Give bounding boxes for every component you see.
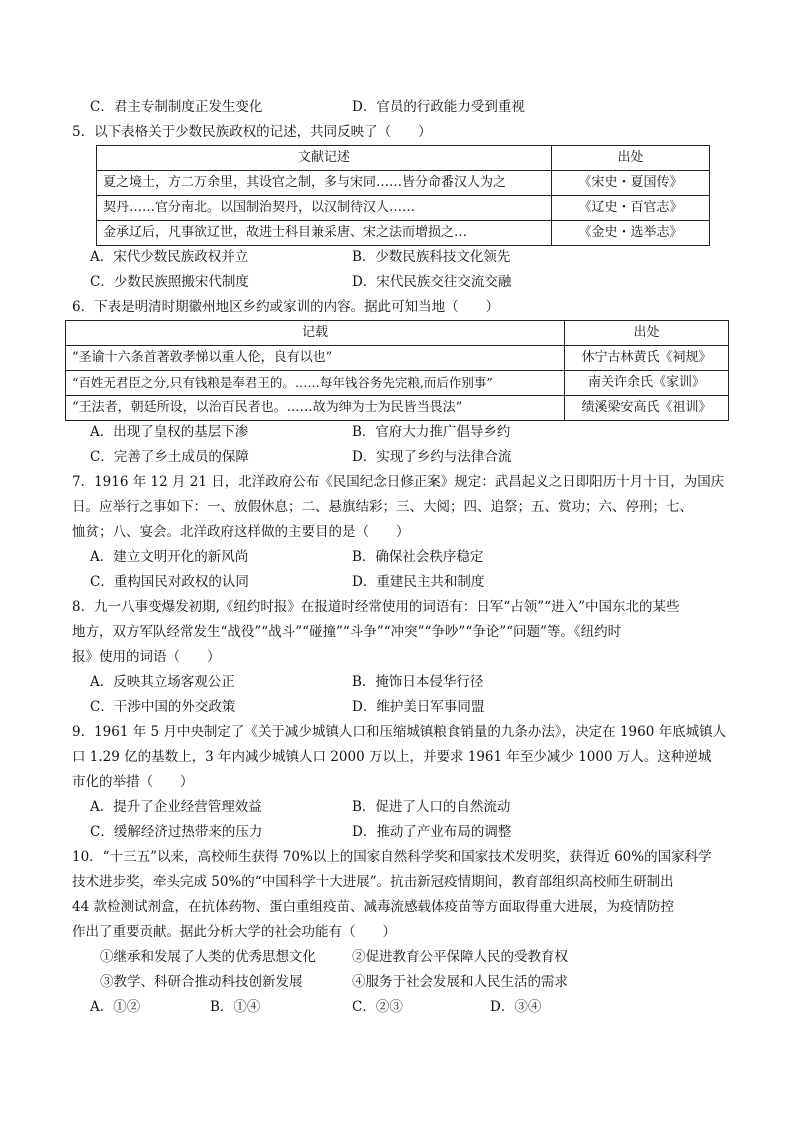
q10-stem-line-3: 44 款检测试剂盒，在抗体药物、蛋白重组疫苗、减毒流感载体疫苗等方面取得重大进展，为疫情防控 (72, 899, 674, 915)
q6-table (65, 320, 729, 421)
q9-option-d: D．推动了产业布局的调整 (352, 824, 512, 840)
q6-cell-record: “圣谕十六条首著敦孝悌以重人伦，良有以也” (66, 346, 565, 371)
q8-stem-line-1: 8．九一八事变爆发初期,《纽约时报》在报道时经常使用的词语有：日军“占领”“进入”中国东北的某些 (72, 599, 680, 615)
q9-stem-line-2: 口 1.29 亿的基数上，3 年内减少城镇人口 2000 万以上，并要求 1961 年至少减少 1000 万人。这种逆城 (72, 749, 712, 765)
q10-stem-line-2: 技术进步奖，牵头完成 50%的“中国科学十大进展”。抗击新冠疫情期间，教育部组织高校师生研制出 (72, 874, 674, 890)
q8-option-c: C．干涉中国的外交政策 (90, 699, 236, 715)
q6-option-d: D．实现了乡约与法律合流 (352, 449, 512, 465)
q7-stem-line-1: 7．1916 年 12 月 21 日，北洋政府公布《民国纪念日修正案》规定：武昌起义之日即阳历十月十日，为国庆 (72, 474, 725, 490)
table-row (97, 196, 710, 221)
q5-option-d: D．宋代民族交往交流交融 (352, 274, 512, 290)
q8-stem-line-3: 报》使用的词语（ ） (72, 649, 221, 665)
q6-cell-source: 绩溪梁安高氏《祖训》 (565, 396, 729, 421)
q8-stem-line-2: 地方，双方军队经常发生“战役”“战斗”“碰撞”“斗争”“冲突”“争吵”“争论”“问题”等。《纽约时 (72, 624, 622, 640)
q5-header-record: 文献记述 (97, 146, 552, 171)
q5-table-header (97, 146, 710, 171)
q7-option-c: C．重构国民对政权的认同 (90, 574, 249, 590)
q5-cell-record: 夏之境土，方二万余里，其设官之制，多与宋同……皆分命番汉人为之 (97, 171, 552, 196)
q6-option-c: C．完善了乡土成员的保障 (90, 449, 249, 465)
q6-stem: 6．下表是明清时期徽州地区乡约或家训的内容。据此可知当地（ ） (72, 299, 500, 315)
q5-cell-record: 金承辽后，凡事欲辽世，故进士科目兼采唐、宋之法而增损之… (97, 221, 552, 246)
q5-cell-record: 契丹……官分南北。以国制治契丹，以汉制待汉人…… (97, 196, 552, 221)
q10-option-b: B．①④ (210, 999, 261, 1015)
q8-option-b: B．掩饰日本侵华行径 (352, 674, 484, 690)
q8-option-a: A．反映其立场客观公正 (90, 674, 235, 690)
q4-option-d: D．官员的行政能力受到重视 (352, 99, 525, 115)
table-row (97, 221, 710, 246)
q7-option-a: A．建立文明开化的新风尚 (90, 549, 249, 565)
q9-option-a: A．提升了企业经营管理效益 (90, 799, 262, 815)
q4-option-c: C．君主专制制度正发生变化 (90, 99, 263, 115)
q6-cell-record: “百姓无君臣之分,只有钱粮是奉君王的。……每年钱谷务先完粮,而后作别事” (66, 371, 565, 396)
q5-option-b: B．少数民族科技文化领先 (352, 249, 511, 265)
q10-statement-1: ①继承和发展了人类的优秀思想文化 (100, 949, 316, 965)
q6-header-record: 记载 (66, 321, 565, 346)
q9-option-c: C．缓解经济过热带来的压力 (90, 824, 263, 840)
q10-stem-line-1: 10．“十三五”以来，高校师生获得 70%以上的国家自然科学奖和国家技术发明奖，获得近 60%的国家科学 (72, 849, 712, 865)
q7-stem-line-3: 恤贫；八、宴会。北洋政府这样做的主要目的是（ ） (72, 524, 410, 540)
q8-option-d: D．维护美日军事同盟 (352, 699, 485, 715)
q9-stem-line-1: 9．1961 年 5 月中央制定了《关于减少城镇人口和压缩城镇粮食销量的九条办法》，决定在 1960 年底城镇人 (72, 724, 727, 740)
q9-option-b: B．促进了人口的自然流动 (352, 799, 511, 815)
q5-table (96, 145, 710, 246)
q6-option-b: B．官府大力推广倡导乡约 (352, 424, 511, 440)
q10-statement-2: ②促进教育公平保障人民的受教育权 (352, 949, 568, 965)
q10-statement-3: ③教学、科研合推动科技创新发展 (100, 974, 303, 990)
q5-stem: 5．以下表格关于少数民族政权的记述，共同反映了（ ） (72, 124, 432, 140)
q7-stem-line-2: 日。应举行之事如下：一、放假休息；二、悬旗结彩；三、大阅；四、追祭；五、赏功；六、停刑；七、 (72, 499, 693, 515)
q6-cell-source: 南关许余氏《家训》 (565, 371, 729, 396)
q6-option-a: A．出现了皇权的基层下渗 (90, 424, 249, 440)
q6-table-header (66, 321, 729, 346)
q6-cell-source: 休宁古林黄氏《祠规》 (565, 346, 729, 371)
table-row (97, 171, 710, 196)
table-row (66, 371, 729, 396)
q9-stem-line-3: 市化的举措（ ） (72, 774, 194, 790)
q10-statement-4: ④服务于社会发展和人民生活的需求 (352, 974, 568, 990)
q5-cell-source: 《宋史・夏国传》 (552, 171, 710, 196)
q5-option-c: C．少数民族照搬宋代制度 (90, 274, 249, 290)
q10-stem-line-4: 作出了重要贡献。据此分析大学的社会功能有（ ） (72, 924, 396, 940)
q7-option-b: B．确保社会秩序稳定 (352, 549, 484, 565)
table-row (66, 346, 729, 371)
q10-option-d: D．③④ (490, 999, 542, 1015)
q5-header-source: 出处 (552, 146, 710, 171)
q10-option-c: C．②③ (352, 999, 403, 1015)
q6-cell-record: “王法者，朝廷所设，以治百民者也。……故为绅为士为民皆当畏法” (66, 396, 565, 421)
q6-header-source: 出处 (565, 321, 729, 346)
q10-option-a: A．①② (90, 999, 141, 1015)
q5-option-a: A．宋代少数民族政权并立 (90, 249, 249, 265)
q7-option-d: D．重建民主共和制度 (352, 574, 485, 590)
q5-cell-source: 《辽史・百官志》 (552, 196, 710, 221)
table-row (66, 396, 729, 421)
q5-cell-source: 《金史・选举志》 (552, 221, 710, 246)
